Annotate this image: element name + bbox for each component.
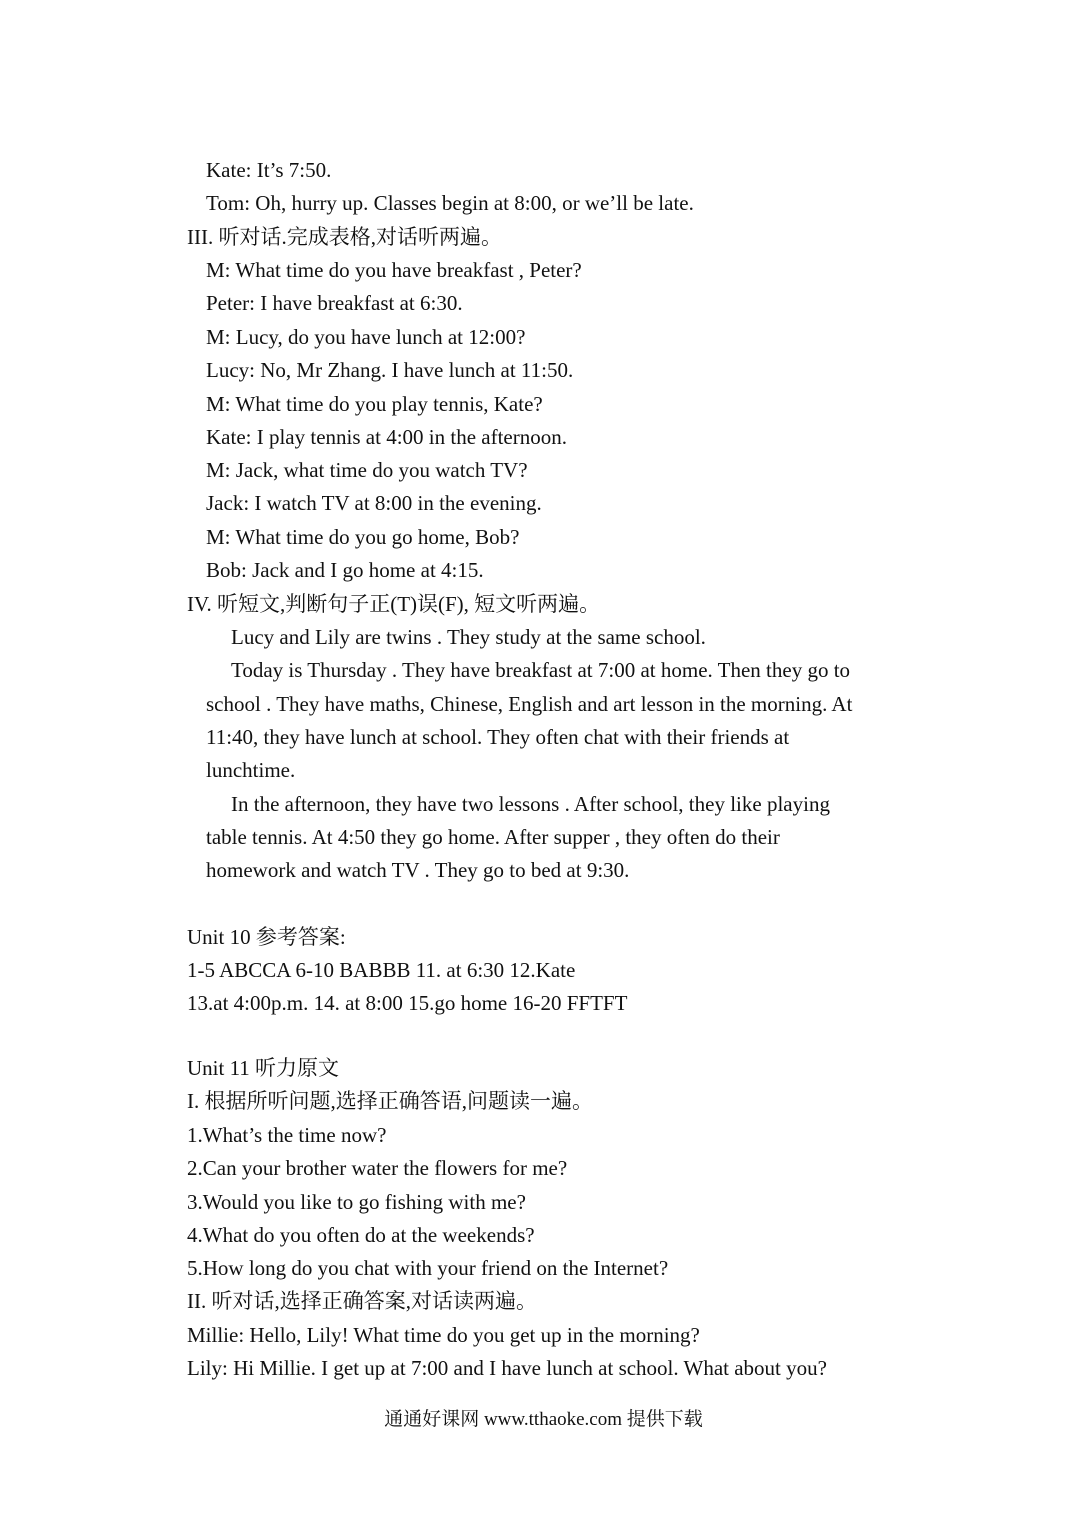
dialogue-line: Peter: I have breakfast at 6:30. (206, 291, 463, 315)
transcript-line: Tom: Oh, hurry up. Classes begin at 8:00, or we’ll be late. (206, 191, 694, 215)
unit11-section-II-heading: II. 听对话,选择正确答案,对话读两遍。 (187, 1289, 537, 1313)
passage-line: homework and watch TV . They go to bed at 9:30. (206, 858, 630, 882)
answer-line: 1-5 ABCCA 6-10 BABBB 11. at 6:30 12.Kate (187, 958, 576, 982)
dialogue-line: Kate: I play tennis at 4:00 in the afternoon. (206, 425, 567, 449)
dialogue-line: M: Lucy, do you have lunch at 12:00? (206, 325, 526, 349)
dialogue-line: Bob: Jack and I go home at 4:15. (206, 558, 484, 582)
unit10-answers-heading: Unit 10 参考答案: (187, 925, 346, 949)
dialogue-line: Jack: I watch TV at 8:00 in the evening. (206, 491, 542, 515)
transcript-line: Kate: It’s 7:50. (206, 158, 332, 182)
dialogue-line: M: Jack, what time do you watch TV? (206, 458, 528, 482)
passage-line: lunchtime. (206, 758, 296, 782)
question-line: 3.Would you like to go fishing with me? (187, 1190, 526, 1214)
passage-line: Lucy and Lily are twins . They study at the same school. (231, 625, 706, 649)
page-footer: 通通好课网 www.tthaoke.com 提供下载 (384, 1409, 703, 1430)
dialogue-line: Lily: Hi Millie. I get up at 7:00 and I have lunch at school. What about you? (187, 1356, 827, 1380)
question-line: 5.How long do you chat with your friend on the Internet? (187, 1256, 669, 1280)
section-IV-heading: IV. 听短文,判断句子正(T)误(F), 短文听两遍。 (187, 592, 601, 616)
passage-line: 11:40, they have lunch at school. They often chat with their friends at (206, 725, 790, 749)
dialogue-line: M: What time do you go home, Bob? (206, 525, 520, 549)
passage-line: school . They have maths, Chinese, English and art lesson in the morning. At (206, 692, 853, 716)
dialogue-line: M: What time do you have breakfast , Peter? (206, 258, 582, 282)
passage-line: Today is Thursday . They have breakfast at 7:00 at home. Then they go to (231, 658, 851, 682)
answer-line: 13.at 4:00p.m. 14. at 8:00 15.go home 16-20 FFTFT (187, 991, 628, 1015)
dialogue-line: Millie: Hello, Lily! What time do you get up in the morning? (187, 1323, 700, 1347)
dialogue-line: M: What time do you play tennis, Kate? (206, 392, 543, 416)
passage-line: In the afternoon, they have two lessons . After school, they like playing (231, 792, 830, 816)
dialogue-line: Lucy: No, Mr Zhang. I have lunch at 11:50. (206, 358, 574, 382)
unit11-heading: Unit 11 听力原文 (187, 1056, 340, 1080)
question-line: 2.Can your brother water the flowers for me? (187, 1156, 568, 1180)
question-line: 4.What do you often do at the weekends? (187, 1223, 535, 1247)
section-III-heading: III. 听对话.完成表格,对话听两遍。 (187, 225, 502, 249)
question-line: 1.What’s the time now? (187, 1123, 387, 1147)
passage-line: table tennis. At 4:50 they go home. After supper , they often do their (206, 825, 780, 849)
unit11-section-I-heading: I. 根据所听问题,选择正确答语,问题读一遍。 (187, 1089, 593, 1113)
